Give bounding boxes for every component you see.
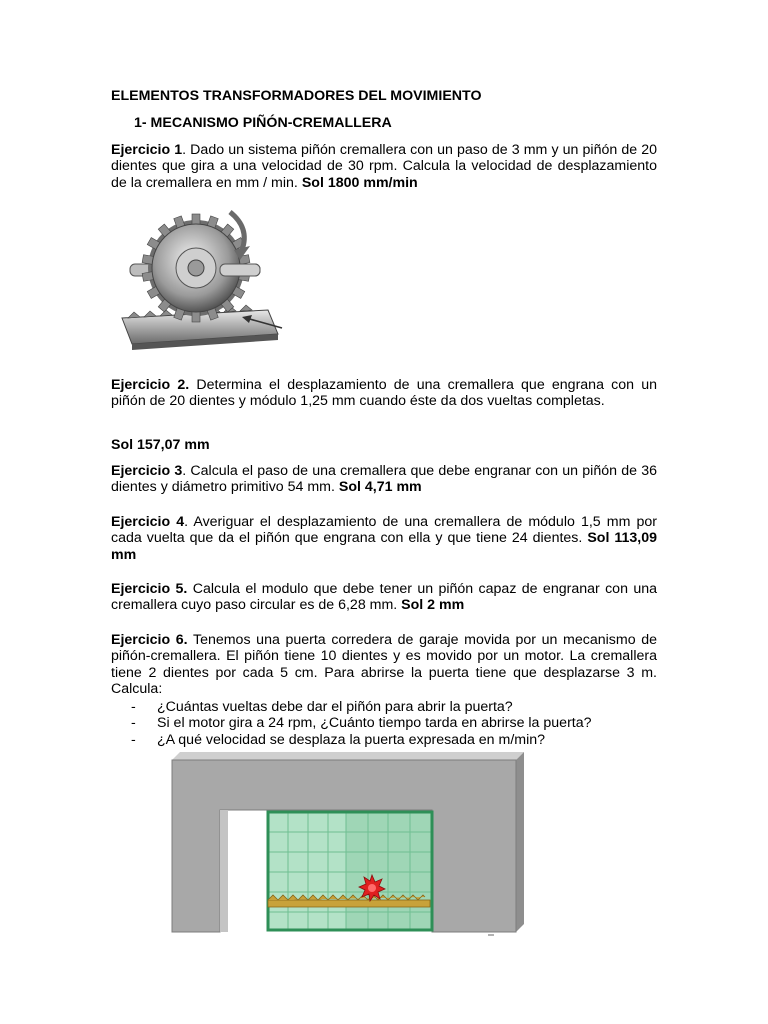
exercise-4 xyxy=(111,514,657,563)
exercise-3-label: Ejercicio 3 xyxy=(111,463,183,479)
exercise-6-text: Tenemos una puerta corredera de garaje movida por un mecanismo de piñón-cremallera. El piñón tiene 10 dientes y es movido por un motor. La cremallera tiene 2 dientes por cada 5 cm. Para abrirse la puerta tiene que desplazarse 3 m. Calcula: xyxy=(111,632,657,698)
exercise-4-solution: Sol 113,09 mm xyxy=(111,530,657,563)
list-marker: - xyxy=(131,699,136,715)
exercise-1-label: Ejercicio 1 xyxy=(111,142,183,158)
garage-door-illustration xyxy=(170,752,526,938)
exercise-1-text: . Dado un sistema piñón cremallera con un paso de 3 mm y un piñón de 20 dientes que gira a una velocidad de 30 rpm. Calcula la velocidad de desplazamiento de la cremallera en mm / min. xyxy=(111,142,657,191)
exercise-4-text: . Averiguar el desplazamiento de una cremallera de módulo 1,5 mm por cada vuelta que da el piñón que engrana con ella y que tiene 24 dientes. xyxy=(111,514,657,547)
exercise-1-solution: Sol 1800 mm/min xyxy=(301,174,418,191)
page-title: ELEMENTOS TRANSFORMADORES DEL MOVIMIENTO xyxy=(111,88,482,104)
exercise-2-solution-line xyxy=(111,437,657,453)
exercise-3 xyxy=(111,463,657,496)
exercise-4-label: Ejercicio 4 xyxy=(111,514,185,530)
exercise-5 xyxy=(111,581,657,614)
exercise-5-label: Ejercicio 5. xyxy=(111,581,188,597)
section-heading: 1- MECANISMO PIÑÓN-CREMALLERA xyxy=(134,115,392,131)
rack-pinion-illustration xyxy=(118,206,290,358)
exercise-6-questions xyxy=(111,699,657,748)
list-item: - ¿A qué velocidad se desplaza la puerta expresada en m/min? xyxy=(131,731,546,748)
exercise-5-solution: Sol 2 mm xyxy=(401,597,465,614)
exercise-2 xyxy=(111,377,657,410)
list-item: - Si el motor gira a 24 rpm, ¿Cuánto tiempo tarda en abrirse la puerta? xyxy=(131,715,592,732)
exercise-1 xyxy=(111,142,657,191)
list-item: - ¿Cuántas vueltas debe dar el piñón para abrir la puerta? xyxy=(131,699,513,715)
exercise-2-solution: Sol 157,07 mm xyxy=(111,437,210,453)
exercise-5-text: Calcula el modulo que debe tener un piñón capaz de engranar con una cremallera cuyo paso circular es de 6,28 mm. xyxy=(111,581,657,614)
exercise-3-solution: Sol 4,71 mm xyxy=(338,479,422,496)
exercise-3-text: . Calcula el paso de una cremallera que debe engranar con un piñón de 36 dientes y diámetro primitivo 54 mm. xyxy=(111,463,657,496)
list-marker: - xyxy=(131,715,136,732)
exercise-6 xyxy=(111,632,657,698)
exercise-2-label: Ejercicio 2. xyxy=(111,377,190,393)
exercise-6-label: Ejercicio 6. xyxy=(111,632,188,648)
list-marker: - xyxy=(131,731,136,748)
exercise-2-text: Determina el desplazamiento de una cremallera que engrana con un piñón de 20 dientes y módulo 1,25 mm cuando éste da dos vueltas completas. xyxy=(111,377,657,410)
